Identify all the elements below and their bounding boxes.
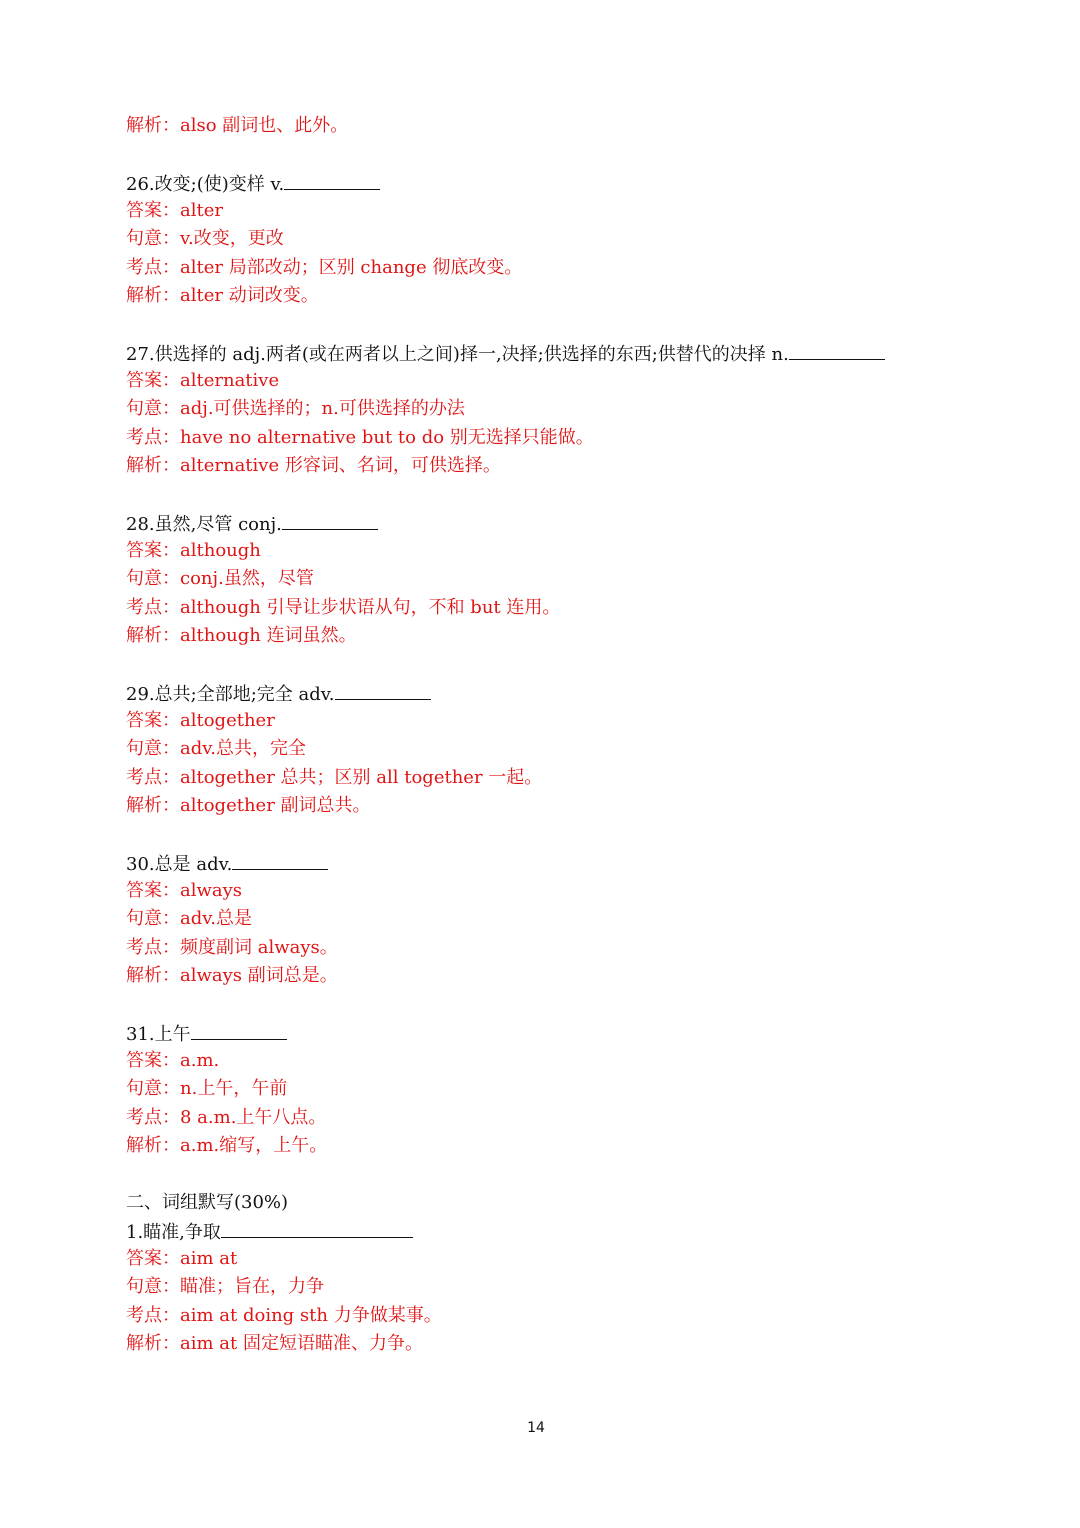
answer-blank (232, 851, 328, 870)
explanation-line: 解析：also 副词也、此外。 (126, 115, 349, 136)
question-line (126, 171, 380, 197)
answer-line: 答案：alter (126, 200, 223, 221)
question-line (126, 511, 378, 537)
answer-blank (335, 681, 431, 700)
answer-blank (282, 511, 378, 530)
question-text: 27.供选择的 adj.两者(或在两者以上之间)择一,决择;供选择的东西;供替代的决择 n. (126, 344, 789, 365)
keypoint-line: 考点：altogether 总共；区别 all together 一起。 (126, 767, 543, 788)
keypoint-line: 考点：8 a.m.上午八点。 (126, 1107, 327, 1128)
answer-line: 答案：a.m. (126, 1050, 220, 1071)
keypoint-line: 考点：aim at doing sth 力争做某事。 (126, 1305, 442, 1326)
explanation-line: 解析：although 连词虽然。 (126, 625, 357, 646)
question-text: 31.上午 (126, 1024, 191, 1045)
answer-blank (191, 1021, 287, 1040)
question-line (126, 1021, 287, 1047)
answer-line: 答案：always (126, 880, 243, 901)
question-text: 28.虽然,尽管 conj. (126, 514, 282, 535)
meaning-line: 句意：v.改变，更改 (126, 228, 284, 249)
meaning-line: 句意：n.上午，午前 (126, 1078, 288, 1099)
question-text: 29.总共;全部地;完全 adv. (126, 684, 335, 705)
explanation-line: 解析：alter 动词改变。 (126, 285, 319, 306)
answer-line: 答案：although (126, 540, 261, 561)
question-text: 26.改变;(使)变样 v. (126, 174, 285, 195)
keypoint-line: 考点：alter 局部改动；区别 change 彻底改变。 (126, 257, 523, 278)
explanation-line: 解析：altogether 副词总共。 (126, 795, 371, 816)
question-text: 1.瞄准,争取 (126, 1222, 221, 1243)
meaning-line: 句意：adj.可供选择的；n.可供选择的办法 (126, 398, 465, 419)
answer-line: 答案：aim at (126, 1248, 238, 1269)
meaning-line: 句意：adv.总是 (126, 908, 253, 929)
meaning-line: 句意：瞄准；旨在，力争 (126, 1276, 324, 1297)
explanation-line: 解析：always 副词总是。 (126, 965, 338, 986)
answer-line: 答案：alternative (126, 370, 280, 391)
meaning-line: 句意：adv.总共，完全 (126, 738, 307, 759)
question-line (126, 1219, 413, 1245)
explanation-line: 解析：a.m.缩写，上午。 (126, 1135, 328, 1156)
question-line (126, 851, 328, 877)
keypoint-line: 考点：although 引导让步状语从句，不和 but 连用。 (126, 597, 561, 618)
keypoint-line: 考点：have no alternative but to do 别无选择只能做。 (126, 427, 594, 448)
answer-blank (789, 341, 885, 360)
section-heading: 二、词组默写(30%) (126, 1192, 289, 1213)
question-text: 30.总是 adv. (126, 854, 233, 875)
explanation-line: 解析：alternative 形容词、名词，可供选择。 (126, 455, 501, 476)
keypoint-line: 考点：频度副词 always。 (126, 937, 338, 958)
meaning-line: 句意：conj.虽然，尽管 (126, 568, 314, 589)
question-line (126, 341, 885, 367)
answer-blank (284, 171, 380, 190)
page-number: 14 (527, 1420, 545, 1436)
question-line (126, 681, 431, 707)
answer-line: 答案：altogether (126, 710, 275, 731)
answer-blank (221, 1219, 413, 1238)
explanation-line: 解析：aim at 固定短语瞄准、力争。 (126, 1333, 423, 1354)
